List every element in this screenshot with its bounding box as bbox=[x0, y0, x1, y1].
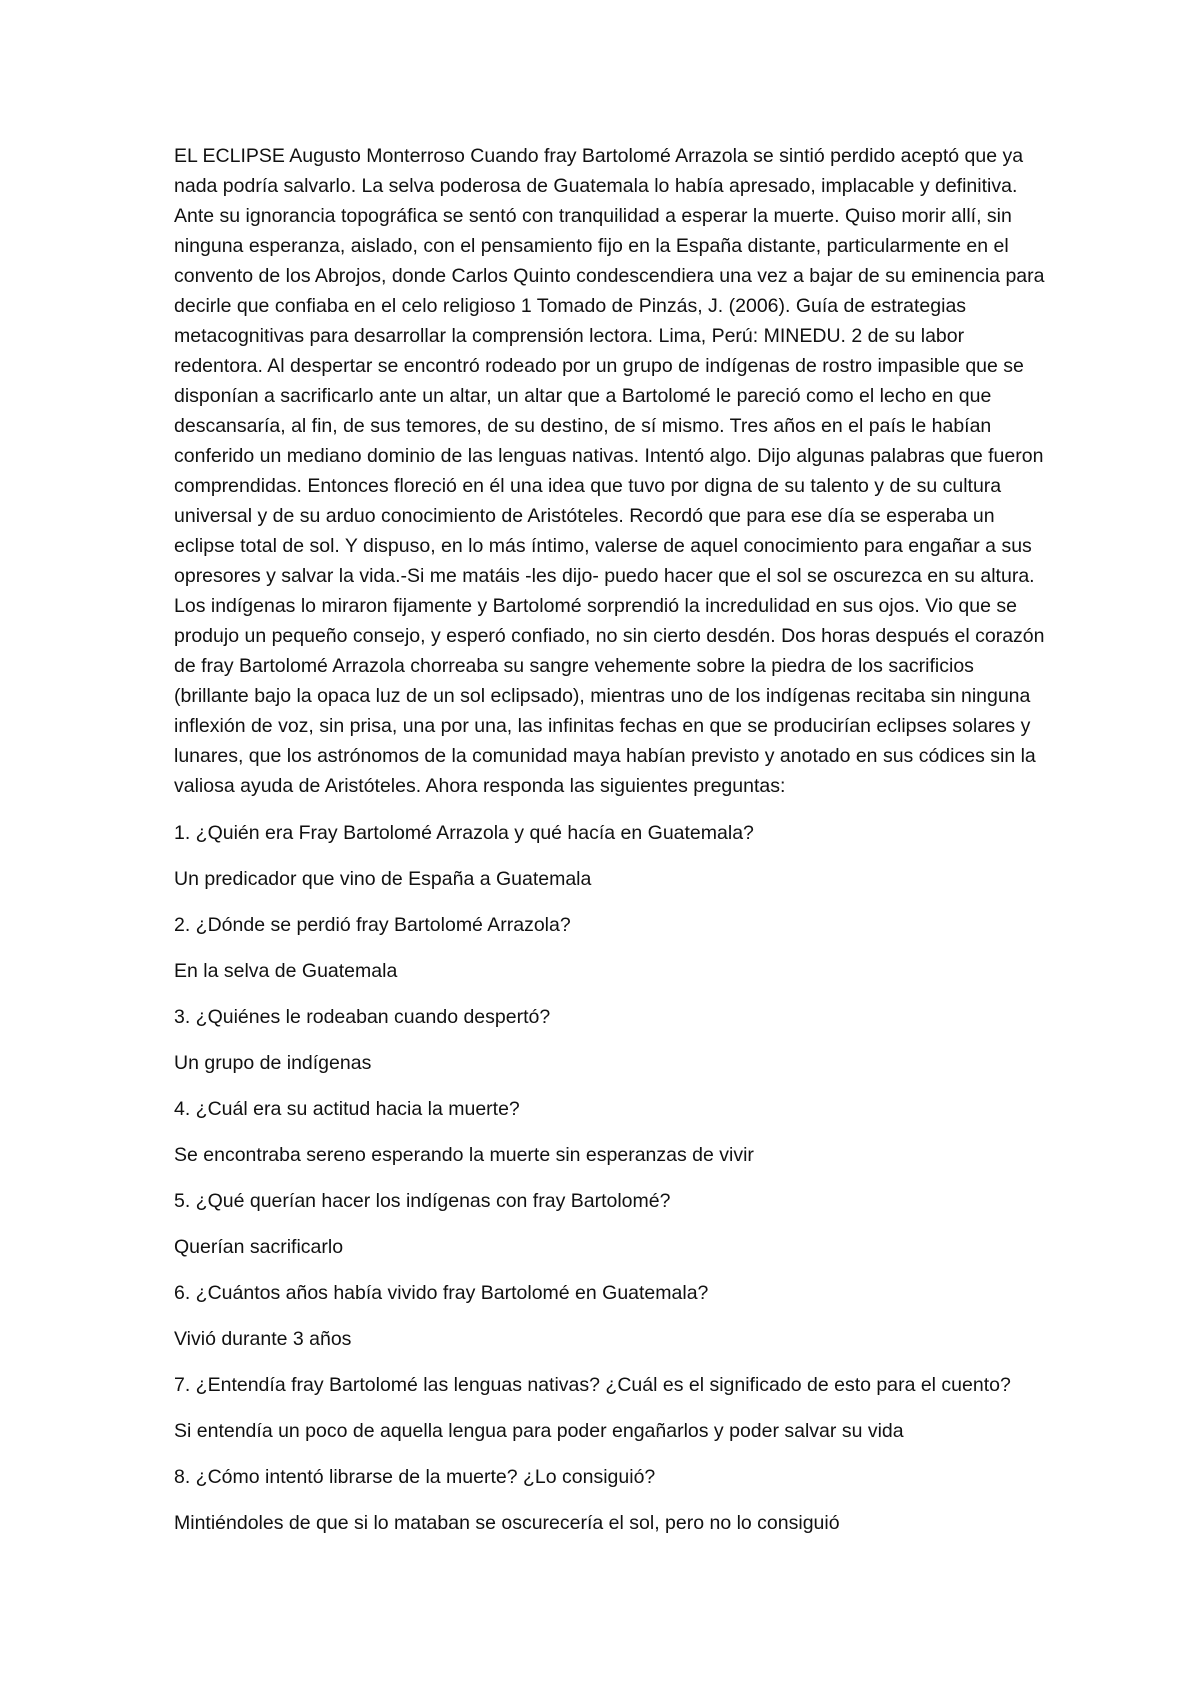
question-5: 5. ¿Qué querían hacer los indígenas con fray Bartolomé? bbox=[174, 1190, 671, 1212]
answer-8: Mintiéndoles de que si lo mataban se oscurecería el sol, pero no lo consiguió bbox=[174, 1512, 840, 1534]
document-content bbox=[174, 141, 1046, 1554]
answer-2: En la selva de Guatemala bbox=[174, 960, 398, 982]
answer-6: Vivió durante 3 años bbox=[174, 1328, 352, 1350]
question-8: 8. ¿Cómo intentó librarse de la muerte? ¿Lo consiguió? bbox=[174, 1466, 656, 1488]
question-1: 1. ¿Quién era Fray Bartolomé Arrazola y qué hacía en Guatemala? bbox=[174, 822, 754, 844]
question-4: 4. ¿Cuál era su actitud hacia la muerte? bbox=[174, 1098, 520, 1120]
answer-7: Si entendía un poco de aquella lengua para poder engañarlos y poder salvar su vida bbox=[174, 1420, 904, 1442]
story-paragraph: EL ECLIPSE Augusto Monterroso Cuando fray Bartolomé Arrazola se sintió perdido aceptó que ya nada podría salvarlo. La selva poderosa de Guatemala lo había apresado, implacable y definitiva. Ante su ignorancia topográfica se sentó con tranquilidad a esperar la muerte. Quiso morir allí, sin ninguna esperanza, aislado, con el pensamiento fijo en la España distante, particularmente en el convento de los Abrojos, donde Carlos Quinto condescendiera una vez a bajar de su eminencia para decirle que confiaba en el celo religioso 1 Tomado de Pinzás, J. (2006). Guía de estrategias metacognitivas para desarrollar la comprensión lectora. Lima, Perú: MINEDU. 2 de su labor redentora. Al despertar se encontró rodeado por un grupo de indígenas de rostro impasible que se disponían a sacrificarlo ante un altar, un altar que a Bartolomé le pareció como el lecho en que descansaría, al fin, de sus temores, de su destino, de sí mismo. Tres años en el país le habían conferido un mediano dominio de las lenguas nativas. Intentó algo. Dijo algunas palabras que fueron comprendidas. Entonces floreció en él una idea que tuvo por digna de su talento y de su cultura universal y de su arduo conocimiento de Aristóteles. Recordó que para ese día se esperaba un eclipse total de sol. Y dispuso, en lo más íntimo, valerse de aquel conocimiento para engañar a sus opresores y salvar la vida.-Si me matáis -les dijo- puedo hacer que el sol se oscurezca en su altura. Los indígenas lo miraron fijamente y Bartolomé sorprendió la incredulidad en sus ojos. Vio que se produjo un pequeño consejo, y esperó confiado, no sin cierto desdén. Dos horas después el corazón de fray Bartolomé Arrazola chorreaba su sangre vehemente sobre la piedra de los sacrificios (brillante bajo la opaca luz de un sol eclipsado), mientras uno de los indígenas recitaba sin ninguna inflexión de voz, sin prisa, una por una, las infinitas fechas en que se producirían eclipses solares y lunares, que los astrónomos de la comunidad maya habían previsto y anotado en sus códices sin la valiosa ayuda de Aristóteles. Ahora responda las siguientes preguntas: bbox=[174, 145, 1045, 797]
question-3: 3. ¿Quiénes le rodeaban cuando despertó? bbox=[174, 1006, 551, 1028]
question-2: 2. ¿Dónde se perdió fray Bartolomé Arrazola? bbox=[174, 914, 571, 936]
question-list bbox=[174, 818, 1046, 1538]
answer-5: Querían sacrificarlo bbox=[174, 1236, 344, 1258]
answer-3: Un grupo de indígenas bbox=[174, 1052, 372, 1074]
question-7: 7. ¿Entendía fray Bartolomé las lenguas nativas? ¿Cuál es el significado de esto para el cuento? bbox=[174, 1374, 1011, 1396]
answer-4: Se encontraba sereno esperando la muerte sin esperanzas de vivir bbox=[174, 1144, 754, 1166]
answer-1: Un predicador que vino de España a Guatemala bbox=[174, 868, 592, 890]
question-6: 6. ¿Cuántos años había vivido fray Bartolomé en Guatemala? bbox=[174, 1282, 709, 1304]
